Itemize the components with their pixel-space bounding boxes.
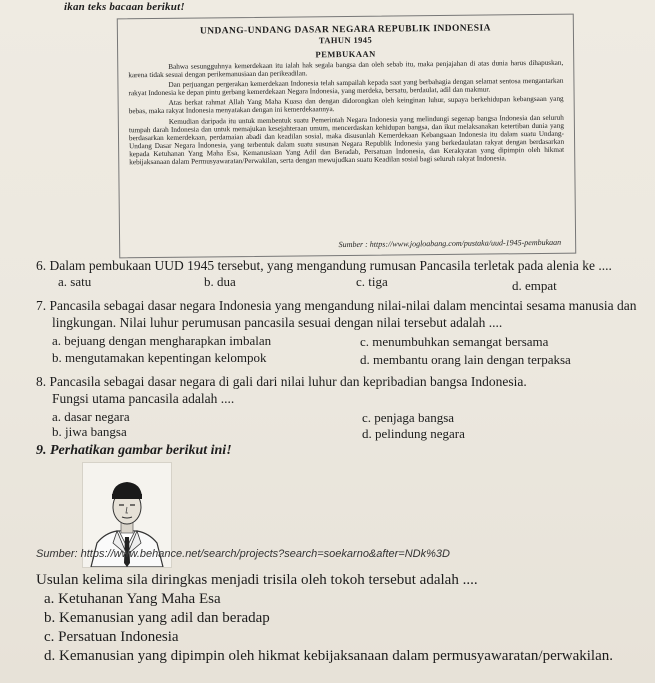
reading-text-box (117, 14, 576, 259)
pembukaan-heading: PEMBUKAAN (315, 48, 376, 60)
q7-option-a[interactable]: a. bejuang dengan mengharapkan imbalan (52, 333, 272, 348)
q6-option-a[interactable]: a. satu (58, 274, 92, 289)
q8-option-a[interactable]: a. dasar negara (52, 409, 130, 424)
q6-option-d[interactable]: d. empat (512, 278, 557, 293)
question-8-line1: 8. Pancasila sebagai dasar negara di gali dari nilai luhur dan kepribadian bangsa Indonesia. (36, 374, 527, 389)
q7-option-d[interactable]: d. membantu orang lain dengan terpaksa (360, 352, 571, 367)
question-7-line1: 7. Pancasila sebagai dasar negara Indonesia yang mengandung nilai-nilai dalam mencintai sesama manusia dan (36, 298, 637, 313)
q9-option-c[interactable]: c. Persatuan Indonesia (44, 629, 179, 645)
q9-option-b[interactable]: b. Kemanusian yang adil dan beradap (44, 610, 270, 626)
alenia-4: Kemudian daripada itu untuk membentuk suatu Pemerintah Negara Indonesia yang melindungi segenap bangsa Indonesia dan seluruh tumpah darah Indonesia dan untuk memajukan kesejahteraan umum, mencerdaskan kehidupan bangsa, dan ikut melaksanakan ketertiban dunia yang berdasarkan kemerdekaan, perdamaian abadi dan keadilan sosial, maka disusunlah Kemerdekaan Kebangsaan Indonesia itu dalam suatu Undang-Undang Dasar Negara Indonesia, yang terbentuk dalam suatu susunan Negara Republik Indonesia yang berkedaulatan rakyat dengan berdasarkan kepada Ketuhanan Yang Maha Esa, Kemanusiaan Yang Adil dan Beradab, Persatuan Indonesia, dan Kerakyatan yang dipimpin oleh hikmat kebijaksanaan dalam Permusyawaratan/Perwakilan, serta dengan mewujudkan suatu Keadilan sosial bagi seluruh rakyat Indonesia. (128, 113, 565, 167)
q8-option-d[interactable]: d. pelindung negara (362, 426, 465, 441)
uud-year: TAHUN 1945 (318, 34, 373, 46)
q8-option-b[interactable]: b. jiwa bangsa (52, 424, 127, 439)
intro-instruction: ikan teks bacaan berikut! (64, 1, 185, 13)
question-7-line2: lingkungan. Nilai luhur perumusan pancasila sesuai dengan nilai tersebut adalah .... (52, 315, 503, 330)
question-6: 6. Dalam pembukaan UUD 1945 tersebut, yang mengandung rumusan Pancasila terletak pada alenia ke .... (36, 258, 612, 273)
q6-option-b[interactable]: b. dua (204, 274, 236, 289)
q9-option-d[interactable]: d. Kemanusian yang dipimpin oleh hikmat kebijaksanaan dalam permusyawaratan/perwakilan. (44, 648, 613, 664)
alenia-2: Dan perjuangan pergerakan kemerdekaan Indonesia telah sampailah kepada saat yang berbahagia dengan selamat sentosa mengantarkan rakyat Indonesia ke depan pintu gerbang kemerdekaan Negara Indonesia, yang merdeka, bersatu, berdaulat, adil dan makmur. (128, 76, 564, 98)
question-9-instruction: 9. Perhatikan gambar berikut ini! (36, 443, 232, 458)
q7-option-b[interactable]: b. mengutamakan kepentingan kelompok (52, 350, 267, 365)
question-9-text: Usulan kelima sila diringkas menjadi trisila oleh tokoh tersebut adalah .... (36, 572, 478, 588)
image-source-caption: Sumber: https://www.behance.net/search/projects?search=soekarno&after=NDk%3D (36, 548, 450, 560)
q9-option-a[interactable]: a. Ketuhanan Yang Maha Esa (44, 591, 221, 607)
uud-title: UNDANG-UNDANG DASAR NEGARA REPUBLIK INDONESIA (199, 23, 491, 37)
alenia-3: Atas berkat rahmat Allah Yang Maha Kuasa dan dengan didorongkan oleh keinginan luhur, supaya berkehidupan kebangsaan yang bebas, maka rakyat Indonesia menyatakan dengan ini kemerdekaannya. (128, 95, 564, 116)
box-source: Sumber : https://www.jogloabang.com/pustaka/uud-1945-pembukaan (338, 237, 562, 250)
q8-option-c[interactable]: c. penjaga bangsa (362, 410, 455, 425)
q6-option-c[interactable]: c. tiga (356, 274, 388, 289)
alenia-1: Bahwa sesungguhnya kemerdekaan itu ialah hak segala bangsa dan oleh sebab itu, maka penjajahan di atas dunia harus dihapuskan, karena tidak sesuai dengan perikemanusiaan dan perikeadilan. (128, 58, 564, 80)
question-8-line2: Fungsi utama pancasila adalah .... (52, 391, 235, 406)
q7-option-c[interactable]: c. menumbuhkan semangat bersama (360, 334, 549, 349)
